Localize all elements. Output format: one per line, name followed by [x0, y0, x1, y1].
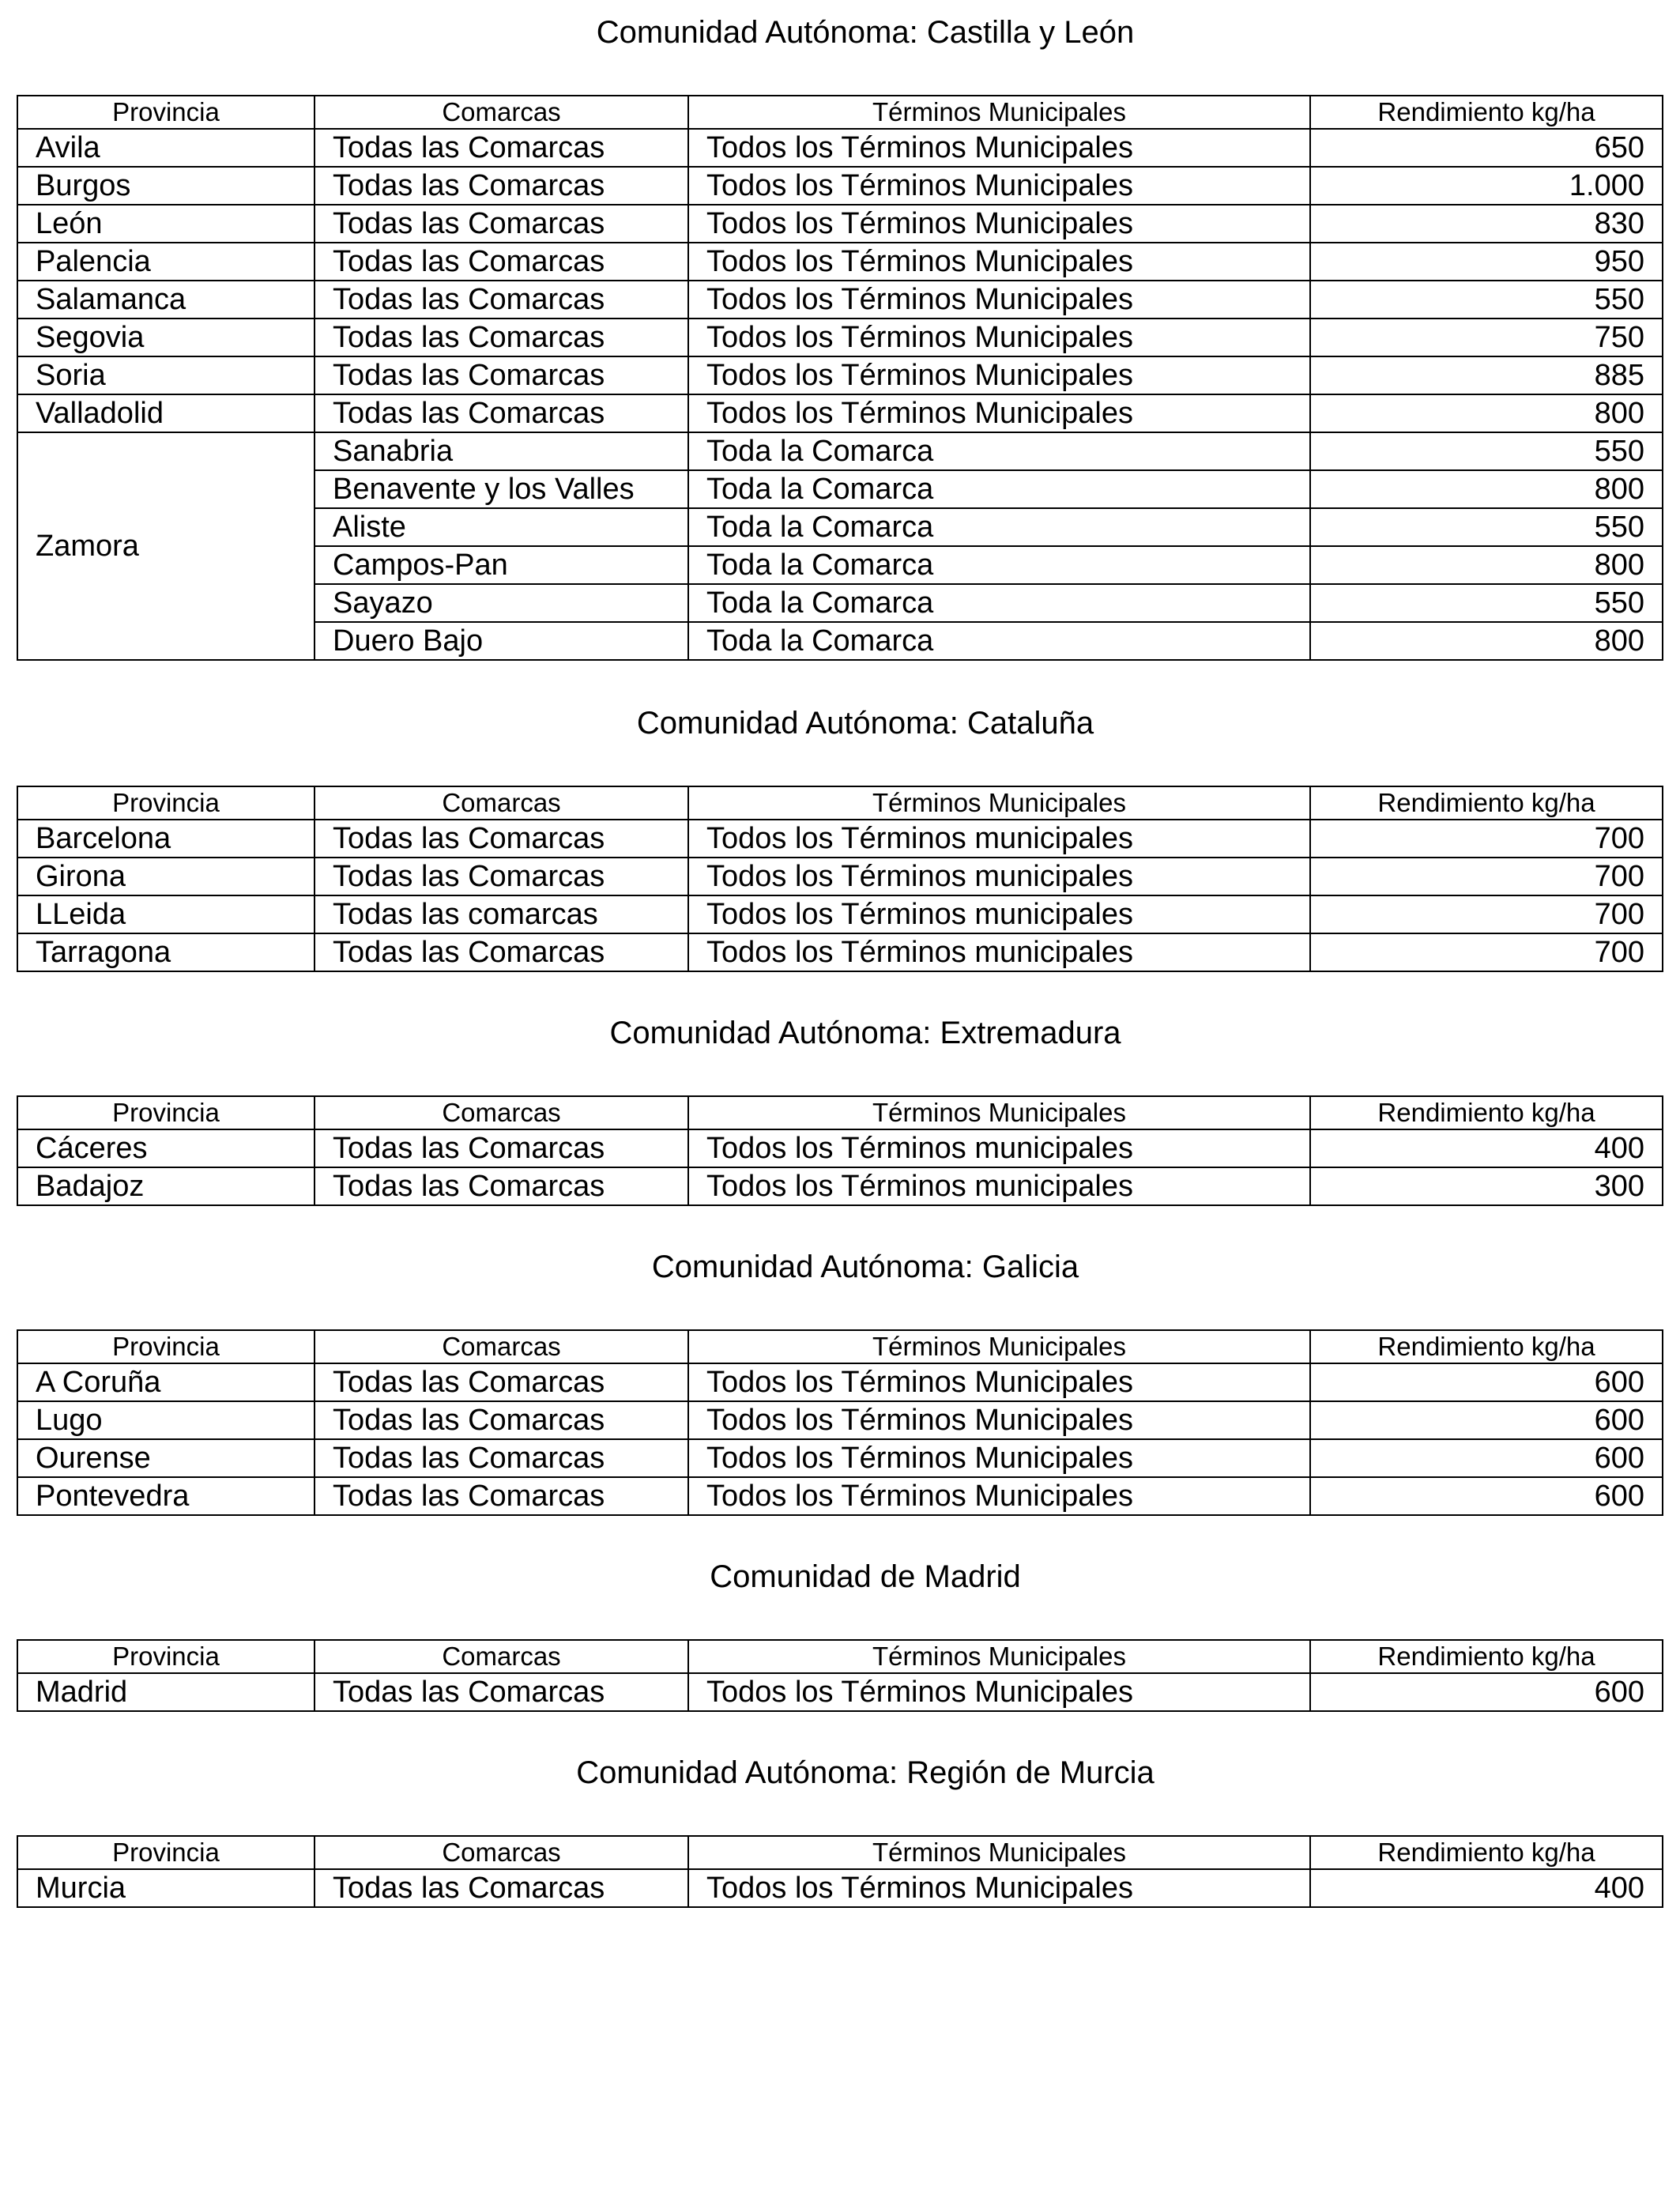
cell-rendimiento: 800 [1310, 622, 1663, 660]
cell-termino: Todos los Términos Municipales [688, 243, 1310, 281]
cell-comarca: Todas las Comarcas [315, 1439, 688, 1477]
cell-termino: Todos los Términos municipales [688, 820, 1310, 858]
header-provincia: Provincia [17, 1096, 315, 1129]
header-comarcas: Comarcas [315, 786, 688, 820]
header-provincia: Provincia [17, 1640, 315, 1673]
cell-rendimiento: 800 [1310, 546, 1663, 584]
section-title: Comunidad Autónoma: Región de Murcia [576, 1755, 1155, 1790]
header-terminos: Términos Municipales [688, 1330, 1310, 1363]
cell-comarca: Duero Bajo [315, 622, 688, 660]
section-title: Comunidad Autónoma: Cataluña [636, 706, 1094, 741]
cell-provincia-group: Zamora [17, 432, 315, 660]
section-title: Comunidad Autónoma: Castilla y León [596, 15, 1135, 50]
table-header-row [17, 1330, 1663, 1363]
table-row [17, 319, 1663, 356]
cell-comarca: Todas las Comarcas [315, 933, 688, 971]
header-provincia: Provincia [17, 1330, 315, 1363]
section-title: Comunidad Autónoma: Galicia [651, 1250, 1079, 1284]
cell-rendimiento: 550 [1310, 432, 1663, 470]
header-rendimiento: Rendimiento kg/ha [1310, 786, 1663, 820]
table-row [17, 394, 1663, 432]
cell-rendimiento: 550 [1310, 281, 1663, 319]
header-comarcas: Comarcas [315, 1836, 688, 1869]
yield-table [17, 1329, 1663, 1516]
cell-comarca: Sayazo [315, 584, 688, 622]
cell-termino: Todos los Términos Municipales [688, 129, 1310, 167]
table-row [17, 933, 1663, 971]
cell-comarca: Todas las Comarcas [315, 858, 688, 895]
header-provincia: Provincia [17, 96, 315, 129]
table-row [17, 1477, 1663, 1515]
cell-comarca: Sanabria [315, 432, 688, 470]
cell-provincia: Valladolid [17, 394, 315, 432]
header-rendimiento: Rendimiento kg/ha [1310, 1640, 1663, 1673]
cell-provincia: Cáceres [17, 1129, 315, 1167]
cell-termino: Todos los Términos Municipales [688, 1477, 1310, 1515]
table-row [17, 1167, 1663, 1205]
table-header-row [17, 1836, 1663, 1869]
cell-rendimiento: 600 [1310, 1401, 1663, 1439]
cell-termino: Todos los Términos Municipales [688, 394, 1310, 432]
cell-termino: Todos los Términos municipales [688, 933, 1310, 971]
cell-comarca: Todas las Comarcas [315, 820, 688, 858]
table-row [17, 1401, 1663, 1439]
cell-termino: Todos los Términos municipales [688, 1167, 1310, 1205]
table-header-row [17, 1640, 1663, 1673]
table-row [17, 1673, 1663, 1711]
cell-termino: Toda la Comarca [688, 584, 1310, 622]
cell-provincia: Segovia [17, 319, 315, 356]
cell-provincia: Lugo [17, 1401, 315, 1439]
cell-comarca: Todas las Comarcas [315, 1129, 688, 1167]
table-row [17, 167, 1663, 205]
cell-termino: Toda la Comarca [688, 432, 1310, 470]
table-row [17, 281, 1663, 319]
cell-rendimiento: 400 [1310, 1129, 1663, 1167]
cell-rendimiento: 550 [1310, 508, 1663, 546]
header-terminos: Términos Municipales [688, 1640, 1310, 1673]
cell-termino: Todos los Términos Municipales [688, 205, 1310, 243]
cell-rendimiento: 700 [1310, 820, 1663, 858]
cell-rendimiento: 800 [1310, 394, 1663, 432]
cell-rendimiento: 885 [1310, 356, 1663, 394]
yield-table [17, 1835, 1663, 1908]
cell-provincia: León [17, 205, 315, 243]
header-rendimiento: Rendimiento kg/ha [1310, 1836, 1663, 1869]
header-provincia: Provincia [17, 1836, 315, 1869]
section-title: Comunidad Autónoma: Extremadura [609, 1016, 1121, 1050]
cell-rendimiento: 650 [1310, 129, 1663, 167]
cell-provincia: Tarragona [17, 933, 315, 971]
cell-comarca: Todas las Comarcas [315, 1401, 688, 1439]
cell-termino: Todos los Términos municipales [688, 858, 1310, 895]
table-header-row [17, 96, 1663, 129]
cell-comarca: Todas las Comarcas [315, 1363, 688, 1401]
cell-termino: Todos los Términos Municipales [688, 281, 1310, 319]
cell-rendimiento: 700 [1310, 933, 1663, 971]
table-row [17, 1129, 1663, 1167]
cell-rendimiento: 800 [1310, 470, 1663, 508]
yield-table [17, 1095, 1663, 1206]
cell-rendimiento: 600 [1310, 1439, 1663, 1477]
cell-comarca: Todas las Comarcas [315, 394, 688, 432]
table-row [17, 1363, 1663, 1401]
cell-comarca: Todas las Comarcas [315, 1477, 688, 1515]
header-terminos: Términos Municipales [688, 786, 1310, 820]
cell-comarca: Todas las Comarcas [315, 356, 688, 394]
cell-termino: Todos los Términos Municipales [688, 1363, 1310, 1401]
cell-rendimiento: 600 [1310, 1673, 1663, 1711]
table-row [17, 1869, 1663, 1907]
table-row [17, 895, 1663, 933]
cell-comarca: Todas las Comarcas [315, 243, 688, 281]
cell-termino: Todos los Términos municipales [688, 895, 1310, 933]
table-header-row [17, 786, 1663, 820]
cell-provincia: Pontevedra [17, 1477, 315, 1515]
cell-rendimiento: 750 [1310, 319, 1663, 356]
table-row [17, 243, 1663, 281]
cell-comarca: Todas las Comarcas [315, 1167, 688, 1205]
yield-table [17, 95, 1663, 661]
cell-rendimiento: 830 [1310, 205, 1663, 243]
cell-termino: Todos los Términos Municipales [688, 1869, 1310, 1907]
table-row [17, 432, 1663, 470]
cell-comarca: Todas las Comarcas [315, 167, 688, 205]
cell-termino: Todos los Términos Municipales [688, 356, 1310, 394]
cell-provincia: Barcelona [17, 820, 315, 858]
cell-termino: Todos los Términos Municipales [688, 1439, 1310, 1477]
cell-comarca: Aliste [315, 508, 688, 546]
header-comarcas: Comarcas [315, 1330, 688, 1363]
cell-rendimiento: 700 [1310, 895, 1663, 933]
table-row [17, 1439, 1663, 1477]
cell-rendimiento: 950 [1310, 243, 1663, 281]
cell-comarca: Todas las Comarcas [315, 129, 688, 167]
cell-provincia: Avila [17, 129, 315, 167]
cell-rendimiento: 400 [1310, 1869, 1663, 1907]
cell-rendimiento: 600 [1310, 1363, 1663, 1401]
cell-termino: Todos los Términos Municipales [688, 1673, 1310, 1711]
yield-table [17, 1639, 1663, 1712]
cell-comarca: Todas las Comarcas [315, 319, 688, 356]
table-row [17, 129, 1663, 167]
table-header-row [17, 1096, 1663, 1129]
cell-rendimiento: 300 [1310, 1167, 1663, 1205]
section-title: Comunidad de Madrid [710, 1559, 1021, 1594]
cell-termino: Toda la Comarca [688, 622, 1310, 660]
cell-provincia: Palencia [17, 243, 315, 281]
cell-provincia: Soria [17, 356, 315, 394]
header-terminos: Términos Municipales [688, 1096, 1310, 1129]
cell-provincia: Burgos [17, 167, 315, 205]
cell-termino: Todos los Términos municipales [688, 1129, 1310, 1167]
cell-rendimiento: 700 [1310, 858, 1663, 895]
header-rendimiento: Rendimiento kg/ha [1310, 1330, 1663, 1363]
header-rendimiento: Rendimiento kg/ha [1310, 96, 1663, 129]
header-terminos: Términos Municipales [688, 96, 1310, 129]
cell-termino: Todos los Términos Municipales [688, 1401, 1310, 1439]
cell-comarca: Todas las Comarcas [315, 1869, 688, 1907]
cell-termino: Todos los Términos Municipales [688, 167, 1310, 205]
cell-comarca: Benavente y los Valles [315, 470, 688, 508]
cell-comarca: Todas las Comarcas [315, 205, 688, 243]
cell-provincia: Ourense [17, 1439, 315, 1477]
cell-provincia: A Coruña [17, 1363, 315, 1401]
table-row [17, 858, 1663, 895]
header-comarcas: Comarcas [315, 96, 688, 129]
cell-rendimiento: 1.000 [1310, 167, 1663, 205]
table-row [17, 820, 1663, 858]
cell-comarca: Campos-Pan [315, 546, 688, 584]
cell-comarca: Todas las comarcas [315, 895, 688, 933]
table-row [17, 205, 1663, 243]
cell-provincia: Salamanca [17, 281, 315, 319]
yield-table [17, 786, 1663, 972]
cell-termino: Toda la Comarca [688, 508, 1310, 546]
cell-termino: Toda la Comarca [688, 546, 1310, 584]
cell-provincia: LLeida [17, 895, 315, 933]
cell-rendimiento: 550 [1310, 584, 1663, 622]
cell-provincia: Murcia [17, 1869, 315, 1907]
cell-comarca: Todas las Comarcas [315, 281, 688, 319]
header-terminos: Términos Municipales [688, 1836, 1310, 1869]
cell-provincia: Madrid [17, 1673, 315, 1711]
cell-provincia: Girona [17, 858, 315, 895]
cell-rendimiento: 600 [1310, 1477, 1663, 1515]
cell-provincia: Badajoz [17, 1167, 315, 1205]
cell-termino: Todos los Términos Municipales [688, 319, 1310, 356]
header-provincia: Provincia [17, 786, 315, 820]
table-row [17, 356, 1663, 394]
header-comarcas: Comarcas [315, 1640, 688, 1673]
cell-comarca: Todas las Comarcas [315, 1673, 688, 1711]
cell-termino: Toda la Comarca [688, 470, 1310, 508]
header-comarcas: Comarcas [315, 1096, 688, 1129]
header-rendimiento: Rendimiento kg/ha [1310, 1096, 1663, 1129]
